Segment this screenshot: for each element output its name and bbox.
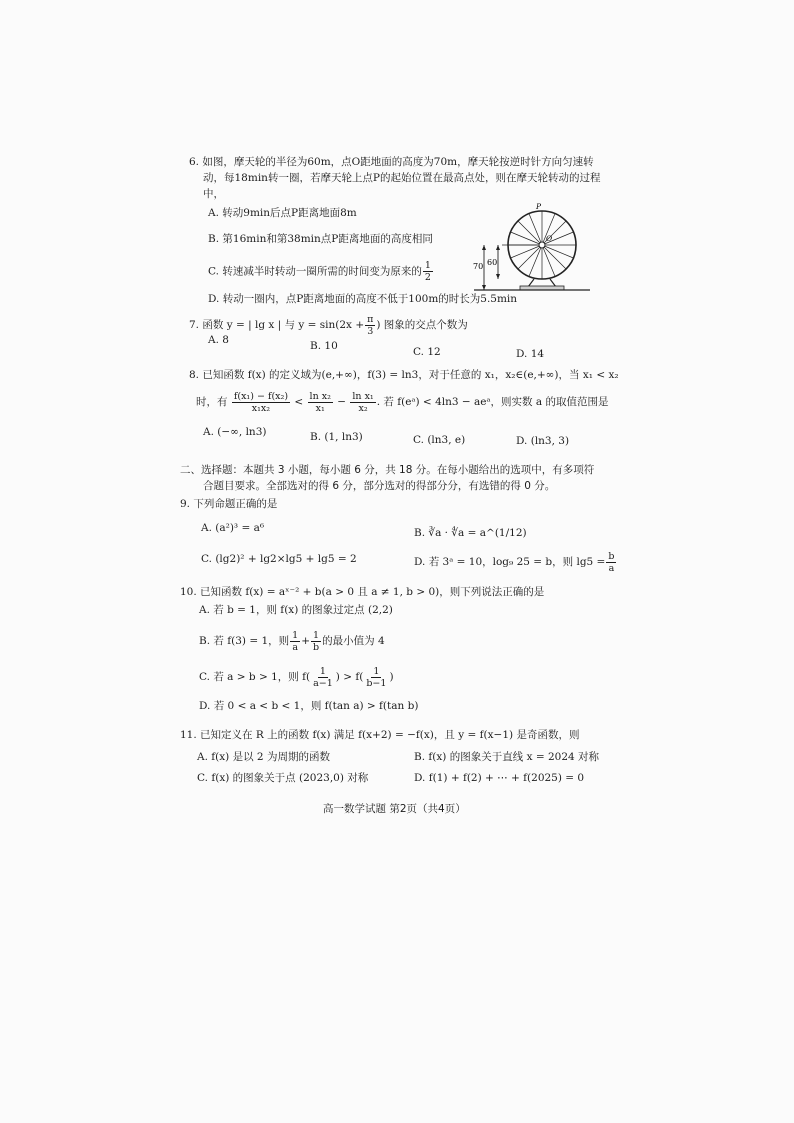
q8-stem-tail: . 若 f(eᵃ) < 4ln3 − aeᵃ，则实数 a 的取值范围是 [376, 396, 609, 408]
q6-option-c-den: 2 [424, 272, 431, 283]
q8-option-d: D. (ln3, 3) [516, 435, 570, 447]
label-o: O [546, 234, 553, 243]
q10-b-num1: 1 [292, 629, 299, 641]
q8-minus: − [337, 396, 347, 408]
q6-option-c [208, 260, 434, 283]
label-p: P [536, 203, 542, 211]
q9-stem: 9. 下列命题正确的是 [180, 498, 278, 510]
q6-option-c-fraction [423, 260, 433, 283]
q11-stem: 11. 已知定义在 R 上的函数 f(x) 满足 f(x+2) = −f(x)，且 y = f(x−1) 是奇函数，则 [180, 729, 580, 741]
q6-option-c-num: 1 [424, 260, 431, 271]
q7-stem-part2: ) 图象的交点个数为 [376, 319, 468, 331]
q11-option-c: C. f(x) 的图象关于点 (2023,0) 对称 [197, 772, 369, 784]
q10-c-num1: 1 [319, 665, 326, 677]
ferris-wheel-hub [539, 242, 545, 248]
q9-option-d-fraction [606, 551, 616, 574]
q8-f1-num: f(x₁) − f(x₂) [233, 390, 289, 402]
q7-option-a: A. 8 [208, 334, 229, 346]
q10-b-num2: 1 [313, 629, 320, 641]
q7-pi-den: 3 [367, 325, 374, 337]
arrow-head [482, 285, 486, 290]
q10-c-den2: b−1 [366, 677, 387, 689]
q8-option-b: B. (1, ln3) [310, 431, 363, 443]
q10-option-c-fraction-2 [364, 666, 388, 689]
ferris-wheel-figure [472, 203, 592, 295]
arrow-head [482, 245, 486, 250]
q8-f3-den: x₂ [358, 402, 368, 414]
q10-option-d: D. 若 0 < a < b < 1，则 f(tan a) > f(tan b) [199, 700, 419, 712]
q7-option-c: C. 12 [413, 346, 441, 358]
q10-c-end: ) [389, 671, 394, 683]
q8-option-a: A. (−∞, ln3) [203, 426, 267, 438]
q8-f2-num: ln x₂ [309, 390, 331, 402]
page-footer: 高一数学试题 第2页（共4页） [323, 803, 466, 815]
q11-option-b: B. f(x) 的图象关于直线 x = 2024 对称 [414, 751, 600, 763]
label-60: 60 [487, 258, 498, 267]
q7-option-b: B. 10 [310, 340, 338, 352]
q10-option-a: A. 若 b = 1，则 f(x) 的图象过定点 (2,2) [199, 604, 393, 616]
q9-option-d [414, 549, 617, 575]
q6-stem-line1: 6. 如图，摩天轮的半径为60m，点O距地面的高度为70m，摩天轮按逆时针方向匀速转 [189, 156, 594, 168]
section2-instructions-line2: 合题目要求。全部选对的得 6 分，部分选对的得部分分，有选错的得 0 分。 [203, 480, 556, 492]
q10-option-b [199, 628, 385, 654]
q8-stem-line1: 8. 已知函数 f(x) 的定义域为(e,+∞)，f(3) = ln3，对于任意的 x₁，x₂∈(e,+∞)，当 x₁ < x₂ [189, 369, 619, 381]
q8-fraction-3 [350, 391, 375, 414]
q10-option-c-fraction-1 [311, 666, 335, 689]
q10-c-num2: 1 [373, 665, 380, 677]
section2-instructions-line1: 二、选择题：本题共 3 小题，每小题 6 分，共 18 分。在每小题给出的选项中，有多项符 [180, 464, 595, 476]
q9-option-c: C. (lg2)² + lg2×lg5 + lg5 = 2 [201, 553, 357, 565]
q11-option-a: A. f(x) 是以 2 为周期的函数 [197, 751, 330, 763]
q8-less-than: < [294, 396, 304, 408]
arrow-head [496, 274, 500, 279]
q10-c-den1: a−1 [313, 677, 333, 689]
q9-option-d-text: D. 若 3ᵃ = 10，log₉ 25 = b，则 lg5 = [414, 556, 606, 568]
q6-option-a: A. 转动9min后点P距离地面8m [208, 207, 357, 219]
q8-stem-line2 [196, 384, 608, 420]
q10-option-c [199, 664, 394, 690]
q8-fraction-2 [308, 391, 333, 414]
q10-option-c-text: C. 若 a > b > 1，则 f( [199, 671, 311, 683]
q10-c-mid: ) > f( [335, 671, 364, 683]
q8-f3-num: ln x₁ [352, 390, 374, 402]
q9-option-d-num: b [608, 550, 615, 562]
ferris-wheel-spoke [518, 245, 542, 269]
q8-option-c: C. (ln3, e) [413, 434, 466, 446]
label-70: 70 [473, 262, 484, 271]
ferris-wheel-base [520, 286, 564, 290]
q6-stem-line3: 中， [203, 188, 224, 200]
q8-f1-den: x₁x₂ [251, 402, 271, 414]
ferris-wheel-spoke [542, 245, 566, 269]
arrow-head [496, 245, 500, 250]
q8-when: 时，有 [196, 396, 228, 408]
q9-option-d-den: a [608, 562, 615, 574]
q10-option-b-fraction-2 [311, 630, 321, 653]
ferris-wheel-spoke [518, 221, 542, 245]
q8-f2-den: x₁ [315, 402, 325, 414]
q10-b-plus: + [301, 635, 311, 647]
q6-stem-line2: 动，每18min转一圈，若摩天轮上点P的起始位置在最高点处，则在摩天轮转动的过程 [203, 172, 601, 184]
q6-option-b: B. 第16min和第38min点P距离地面的高度相同 [208, 233, 433, 245]
q10-b-den1: a [292, 641, 299, 653]
q7-stem [189, 312, 468, 338]
q6-option-d: D. 转动一圈内，点P距离地面的高度不低于100m的时长为5.5min [208, 293, 518, 305]
q7-pi-fraction [365, 314, 375, 337]
q10-b-den2: b [313, 641, 320, 653]
q7-option-d: D. 14 [516, 348, 545, 360]
q9-option-a: A. (a²)³ = a⁶ [201, 522, 265, 534]
q7-pi-num: π [367, 313, 374, 325]
q9-option-b: B. ∛a · ∜a = a^(1/12) [414, 527, 527, 539]
q10-option-b-text: B. 若 f(3) = 1，则 [199, 635, 290, 647]
q6-option-c-text: C. 转速减半时转动一圈所需的时间变为原来的 [208, 265, 422, 278]
q11-option-d: D. f(1) + f(2) + ⋯ + f(2025) = 0 [414, 772, 585, 784]
q7-stem-part1: 7. 函数 y = | lg x | 与 y = sin(2x + [189, 319, 365, 331]
q10-option-b-fraction-1 [290, 630, 300, 653]
q8-fraction-1 [232, 391, 290, 414]
q10-stem: 10. 已知函数 f(x) = aˣ⁻² + b(a > 0 且 a ≠ 1, b > 0)，则下列说法正确的是 [180, 586, 545, 598]
q10-option-b-tail: 的最小值为 4 [322, 635, 385, 647]
